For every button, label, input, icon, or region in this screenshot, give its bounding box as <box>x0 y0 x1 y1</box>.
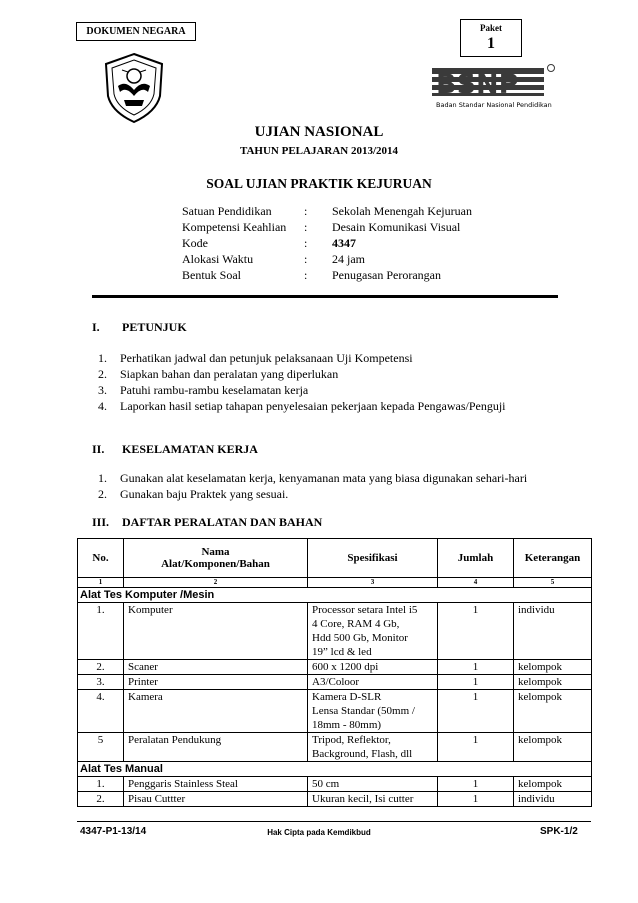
table-group-row <box>78 762 592 777</box>
info-row <box>182 251 472 267</box>
col-header-qty: Jumlah <box>438 539 514 578</box>
col-header-name-line2: Alat/Komponen/Bahan <box>161 558 270 570</box>
list-item <box>98 486 527 502</box>
cell-no: 1. <box>78 603 124 660</box>
cell-no: 3. <box>78 675 124 690</box>
col-header-no: No. <box>78 539 124 578</box>
table-row <box>78 675 592 690</box>
table-row <box>78 660 592 675</box>
cell-spec <box>308 675 438 690</box>
cell-spec <box>308 690 438 733</box>
section-title: PETUNJUK <box>122 320 187 334</box>
info-key: Bentuk Soal <box>182 268 241 282</box>
section-title: DAFTAR PERALATAN DAN BAHAN <box>122 515 323 529</box>
col-header-name <box>124 539 308 578</box>
spec-line: Hdd 500 Gb, Monitor <box>312 632 408 644</box>
col-header-name-line1: Nama <box>201 546 230 558</box>
list-number: 2. <box>98 487 107 501</box>
info-row <box>182 219 472 235</box>
cell-note: individu <box>514 792 592 807</box>
list-item <box>98 350 506 366</box>
info-row <box>182 267 472 283</box>
table-row <box>78 792 592 807</box>
list-text: Patuhi rambu-rambu keselamatan kerja <box>120 383 309 397</box>
index-cell: 1 <box>78 578 124 588</box>
cell-spec <box>308 792 438 807</box>
spec-line: 4 Core, RAM 4 Gb, <box>312 618 400 630</box>
cell-name: Komputer <box>124 603 308 660</box>
list-number: 3. <box>98 383 107 397</box>
cell-no: 1. <box>78 777 124 792</box>
section-number: I. <box>92 320 100 334</box>
footer-divider <box>77 821 591 822</box>
spec-line: 50 cm <box>312 778 340 790</box>
cell-name: Kamera <box>124 690 308 733</box>
info-value: Sekolah Menengah Kejuruan <box>332 204 472 218</box>
bsnp-logo-text: BSNP <box>436 69 519 100</box>
spec-line: Processor setara Intel i5 <box>312 604 418 616</box>
spec-line: 18mm - 80mm) <box>312 719 382 731</box>
list-text: Laporkan hasil setiap tahapan penyelesaian pekerjaan kepada Pengawas/Penguji <box>120 399 506 413</box>
petunjuk-list <box>98 350 506 414</box>
index-cell: 2 <box>124 578 308 588</box>
list-number: 2. <box>98 367 107 381</box>
group-title: Alat Tes Komputer /Mesin <box>78 588 592 603</box>
footer-code: 4347-P1-13/14 <box>80 826 147 837</box>
info-colon: : <box>304 236 308 250</box>
cell-note: kelompok <box>514 733 592 762</box>
col-header-spec: Spesifikasi <box>308 539 438 578</box>
exam-title: UJIAN NASIONAL <box>254 124 384 140</box>
info-colon: : <box>304 252 308 266</box>
spec-line: Background, Flash, dll <box>312 748 413 760</box>
info-key: Alokasi Waktu <box>182 252 254 266</box>
table-row <box>78 777 592 792</box>
index-cell: 3 <box>308 578 438 588</box>
section-title: KESELAMATAN KERJA <box>122 442 258 456</box>
cell-spec <box>308 660 438 675</box>
index-cell: 5 <box>514 578 592 588</box>
cell-name: Pisau Cuttter <box>124 792 308 807</box>
paket-label: Paket <box>480 23 502 33</box>
list-item <box>98 366 506 382</box>
table-row <box>78 733 592 762</box>
cell-note: kelompok <box>514 690 592 733</box>
doc-classification-box <box>76 22 196 41</box>
table-index-row <box>78 578 592 588</box>
list-item <box>98 382 506 398</box>
info-value: 4347 <box>332 236 356 250</box>
section-number: III. <box>92 515 110 529</box>
cell-no: 2. <box>78 660 124 675</box>
list-text: Gunakan alat keselamatan kerja, kenyamanan mata yang biasa digunakan sehari-hari <box>120 471 528 485</box>
list-item <box>98 470 527 486</box>
spec-line: A3/Coloor <box>312 676 360 688</box>
cell-note: kelompok <box>514 777 592 792</box>
cell-no: 5 <box>78 733 124 762</box>
spec-line: Tripod, Reflektor, <box>312 734 391 746</box>
cell-name: Peralatan Pendukung <box>124 733 308 762</box>
bsnp-subtitle: Badan Standar Nasional Pendidikan <box>436 101 552 109</box>
exam-info-block <box>182 203 472 283</box>
spec-line: Kamera D-SLR <box>312 691 382 703</box>
info-row <box>182 203 472 219</box>
spec-line: Ukuran kecil, Isi cutter <box>312 793 414 805</box>
ministry-emblem-icon <box>102 52 166 124</box>
cell-qty: 1 <box>438 733 514 762</box>
section-heading-petunjuk <box>92 320 187 335</box>
index-cell: 4 <box>438 578 514 588</box>
cell-spec <box>308 603 438 660</box>
cell-name: Penggaris Stainless Steal <box>124 777 308 792</box>
cell-qty: 1 <box>438 777 514 792</box>
info-colon: : <box>304 204 308 218</box>
list-number: 1. <box>98 471 107 485</box>
spec-line: Lensa Standar (50mm / <box>312 705 415 717</box>
info-value: Penugasan Perorangan <box>332 268 441 282</box>
info-colon: : <box>304 220 308 234</box>
exam-subtitle: SOAL UJIAN PRAKTIK KEJURUAN <box>206 176 432 191</box>
info-key: Kompetensi Keahlian <box>182 220 287 234</box>
spec-line: 19” lcd & led <box>312 646 372 658</box>
footer-page: SPK-1/2 <box>540 826 578 837</box>
cell-spec <box>308 733 438 762</box>
cell-qty: 1 <box>438 603 514 660</box>
cell-name: Printer <box>124 675 308 690</box>
list-item <box>98 398 506 414</box>
list-text: Perhatikan jadwal dan petunjuk pelaksanaan Uji Kompetensi <box>120 351 413 365</box>
group-title: Alat Tes Manual <box>78 762 592 777</box>
list-number: 1. <box>98 351 107 365</box>
info-row <box>182 235 472 251</box>
cell-no: 2. <box>78 792 124 807</box>
section-heading-peralatan <box>92 515 322 530</box>
cell-note: kelompok <box>514 675 592 690</box>
cell-spec <box>308 777 438 792</box>
footer-copyright: Hak Cipta pada Kemdikbud <box>267 828 371 837</box>
cell-qty: 1 <box>438 675 514 690</box>
bsnp-logo-icon <box>428 60 558 112</box>
table-row <box>78 603 592 660</box>
cell-no: 4. <box>78 690 124 733</box>
cell-qty: 1 <box>438 792 514 807</box>
info-value: Desain Komunikasi Visual <box>332 220 461 234</box>
section-heading-keselamatan <box>92 442 258 457</box>
equipment-table <box>77 538 592 807</box>
table-row <box>78 690 592 733</box>
header-divider <box>92 295 558 298</box>
list-text: Gunakan baju Praktek yang sesuai. <box>120 487 289 501</box>
info-value: 24 jam <box>332 252 365 266</box>
paket-number: 1 <box>487 35 495 52</box>
table-header-row <box>78 539 592 578</box>
paket-box <box>460 19 522 57</box>
cell-note: kelompok <box>514 660 592 675</box>
section-number: II. <box>92 442 105 456</box>
info-key: Satuan Pendidikan <box>182 204 272 218</box>
exam-year: TAHUN PELAJARAN 2013/2014 <box>239 145 399 157</box>
cell-qty: 1 <box>438 690 514 733</box>
cell-note: individu <box>514 603 592 660</box>
col-header-note: Keterangan <box>514 539 592 578</box>
info-key: Kode <box>182 236 208 250</box>
list-text: Siapkan bahan dan peralatan yang diperlukan <box>120 367 339 381</box>
table-group-row <box>78 588 592 603</box>
doc-classification-label: DOKUMEN NEGARA <box>86 26 186 37</box>
keselamatan-list <box>98 470 527 502</box>
spec-line: 600 x 1200 dpi <box>312 661 379 673</box>
info-colon: : <box>304 268 308 282</box>
list-number: 4. <box>98 399 107 413</box>
cell-name: Scaner <box>124 660 308 675</box>
cell-qty: 1 <box>438 660 514 675</box>
